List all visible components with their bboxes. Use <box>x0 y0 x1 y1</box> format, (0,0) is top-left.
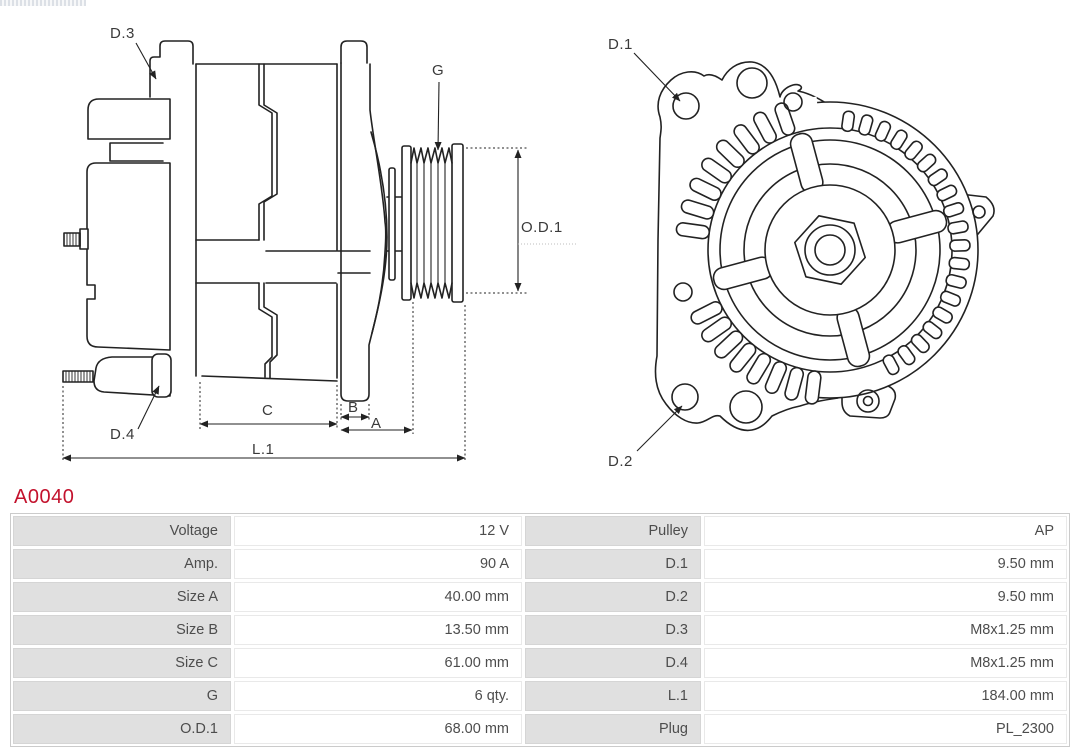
rear-housing <box>87 163 170 350</box>
spec-value: 90 A <box>234 549 522 579</box>
spec-value: 13.50 mm <box>234 615 522 645</box>
label-l1: L.1 <box>252 441 275 458</box>
front-cone <box>371 132 387 333</box>
spec-label: G <box>13 681 231 711</box>
terminal-slot <box>110 143 163 161</box>
label-d4: D.4 <box>110 426 135 443</box>
terminal-stud <box>64 233 80 246</box>
spec-value: 6 qty. <box>234 681 522 711</box>
label-d2: D.2 <box>608 453 633 470</box>
spec-value: 12 V <box>234 516 522 546</box>
label-od1: O.D.1 <box>521 219 563 236</box>
spec-label: Amp. <box>13 549 231 579</box>
spec-value: 9.50 mm <box>704 582 1067 612</box>
spec-value: 184.00 mm <box>704 681 1067 711</box>
lower-lug-bushing <box>152 354 171 397</box>
spec-label: Size B <box>13 615 231 645</box>
spec-label: Pulley <box>525 516 701 546</box>
spec-value: 9.50 mm <box>704 549 1067 579</box>
spec-label: O.D.1 <box>13 714 231 744</box>
spec-label: D.4 <box>525 648 701 678</box>
label-g: G <box>432 62 445 79</box>
spec-label: Voltage <box>13 516 231 546</box>
label-c: C <box>262 402 274 419</box>
spec-value: 61.00 mm <box>234 648 522 678</box>
part-number: A0040 <box>14 486 75 508</box>
label-d3: D.3 <box>110 25 135 42</box>
leader-d2 <box>637 406 682 451</box>
dimension-labels <box>110 25 633 470</box>
leader-d3 <box>136 43 156 79</box>
pulley-flange-right <box>452 144 463 302</box>
spec-value: 40.00 mm <box>234 582 522 612</box>
spec-label: D.1 <box>525 549 701 579</box>
spec-label: Size C <box>13 648 231 678</box>
rear-cap <box>88 99 170 139</box>
spec-value: M8x1.25 mm <box>704 615 1067 645</box>
pulley-grooves-top <box>411 148 452 163</box>
spec-label: Size A <box>13 582 231 612</box>
front-bracket <box>341 63 386 401</box>
spec-value: AP <box>704 516 1067 546</box>
label-d1: D.1 <box>608 36 633 53</box>
pulley-flange-left <box>402 146 411 300</box>
spec-value: 68.00 mm <box>234 714 522 744</box>
leader-d4 <box>138 386 159 429</box>
spec-value: PL_2300 <box>704 714 1067 744</box>
terminal-stud-plate <box>80 229 88 249</box>
top-lug <box>150 41 193 97</box>
spec-value: M8x1.25 mm <box>704 648 1067 678</box>
alternator-front-view <box>656 62 995 430</box>
label-a: A <box>371 415 382 432</box>
spec-label: D.3 <box>525 615 701 645</box>
spec-table <box>10 513 1070 747</box>
spec-label: Plug <box>525 714 701 744</box>
spec-label: D.2 <box>525 582 701 612</box>
alternator-side-view <box>63 41 463 401</box>
front-bracket-ear <box>341 41 367 63</box>
leader-g <box>438 82 439 150</box>
label-b: B <box>348 399 359 416</box>
side-view-dimensions <box>63 43 578 462</box>
pulley-grooves-bottom <box>411 283 452 298</box>
leader-d1 <box>634 53 680 101</box>
spec-label: L.1 <box>525 681 701 711</box>
